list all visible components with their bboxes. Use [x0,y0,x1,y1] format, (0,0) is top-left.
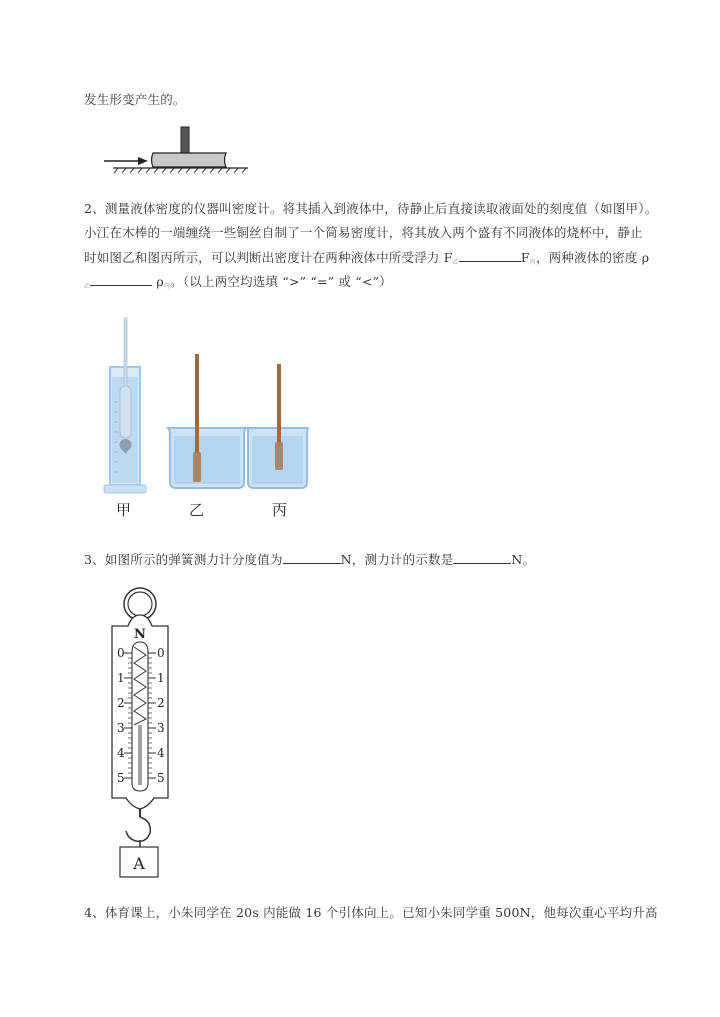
beaker-yi [168,354,246,488]
svg-text:N: N [134,627,146,642]
question2-line3-text-c: ，两种液体的密度 ρ [535,250,650,265]
question4-text: 4、体育课上，小朱同学在 20s 内能做 16 个引体向上。已知小朱同学重 500N，他每次重心平均升高 [84,905,658,920]
svg-text:4: 4 [157,746,165,760]
svg-text:0: 0 [157,646,165,660]
figure-label-bing: 丙 [272,501,288,519]
question2-line4-text-c: 。（以上两空均选填 “>” “=” 或 “<”） [170,274,392,289]
question2-line3 [84,249,649,271]
subscript: 丙 [163,283,171,290]
beaker-bing [248,364,308,488]
answer-blank-density[interactable] [90,273,152,286]
subscript: 乙 [84,283,91,290]
svg-text:1: 1 [157,671,165,685]
hydrometer-figure [98,312,313,497]
subscript: 乙 [452,259,459,266]
answer-blank-buoyancy[interactable] [459,249,521,262]
answer-blank-reading[interactable] [453,551,511,564]
answer-blank-division[interactable] [283,551,341,564]
svg-text:3: 3 [117,721,125,735]
question3-text-a: 3、如图所示的弹簧测力计分度值为 [84,552,283,567]
intro-text: 发生形变产生的。 [84,92,186,107]
graduated-cylinder [104,318,146,493]
friction-block-figure [98,122,258,174]
svg-text:2: 2 [157,696,165,710]
svg-text:5: 5 [117,771,125,785]
svg-text:2: 2 [117,696,125,710]
svg-text:4: 4 [117,746,125,760]
figure-label-jia: 甲 [116,501,132,519]
question3-text-c: N。 [511,552,536,567]
question3-text [84,551,535,568]
subscript: 丙 [529,259,536,266]
question2-line1: 2、测量液体密度的仪器叫密度计。将其插入到液体中，待静止后直接读取液面处的刻度值（如图甲）。 [84,201,658,216]
question2-line3-text-b: F [520,250,530,265]
spring-scale-figure [100,585,182,880]
svg-text:3: 3 [157,721,165,735]
svg-text:A: A [133,854,145,873]
question2-line3-text-a: 时如图乙和图丙所示，可以判断出密度计在两种液体中所受浮力 F [84,250,453,265]
svg-text:5: 5 [157,771,165,785]
question2-line4-text-b: ρ [156,274,164,289]
svg-text:0: 0 [117,646,125,660]
question3-text-b: N，测力计的示数是 [340,552,454,567]
question2-line4 [84,273,392,295]
figure-label-yi: 乙 [189,501,205,519]
question2-line2: 小江在木棒的一端缠绕一些铜丝自制了一个简易密度计，将其放入两个盛有不同液体的烧杯中，静止 [84,225,643,240]
svg-text:1: 1 [117,671,125,685]
